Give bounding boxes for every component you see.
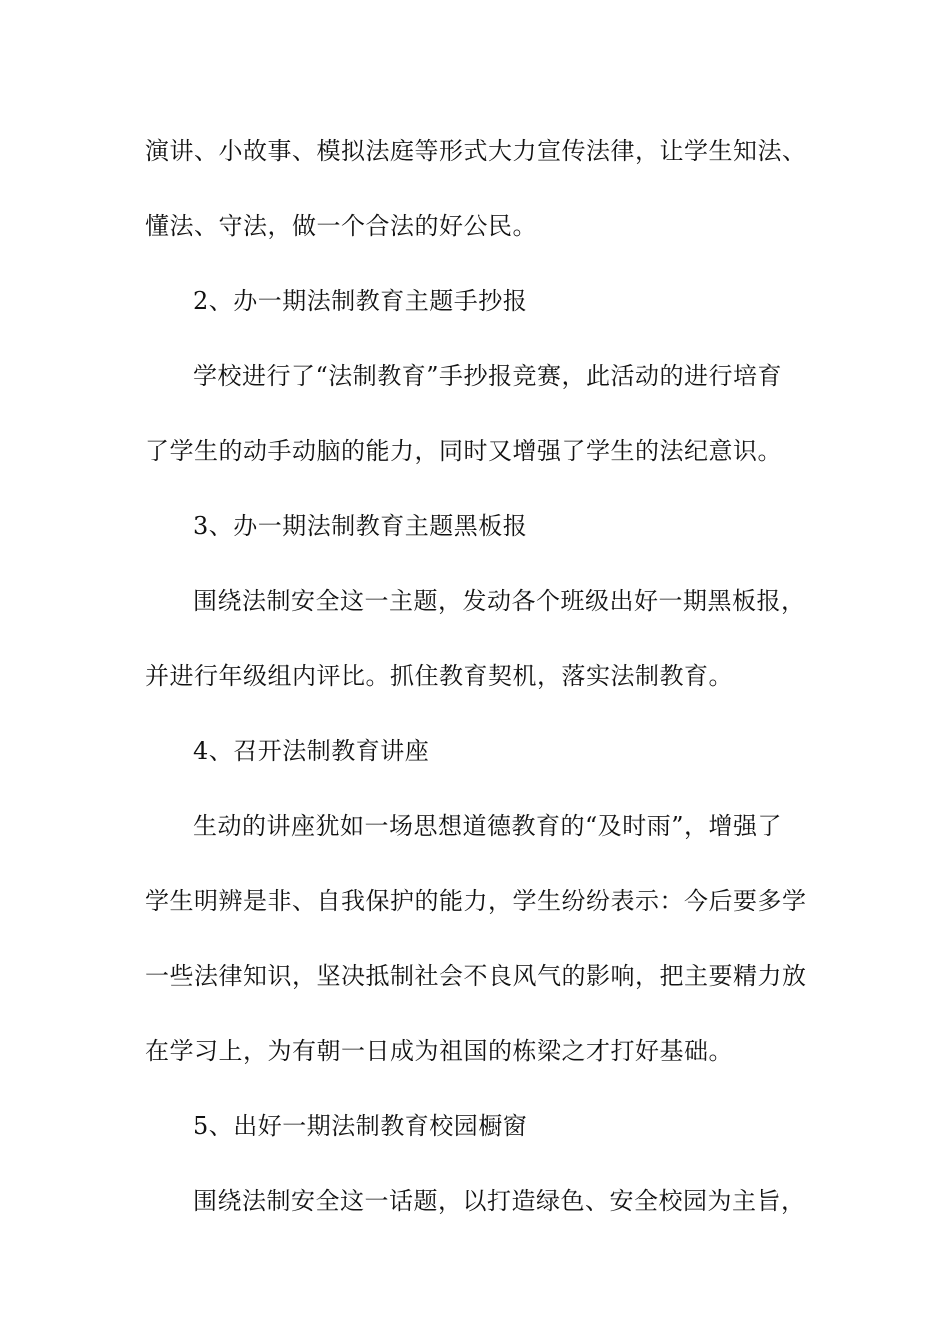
paragraph-line: 学校进行了“法制教育”手抄报竞赛，此活动的进行培育 <box>193 362 783 390</box>
paragraph-line: 了学生的动手动脑的能力，同时又增强了学生的法纪意识。 <box>145 437 782 465</box>
section-heading: 2、办一期法制教育主题手抄报 <box>193 287 528 315</box>
section-heading: 4、召开法制教育讲座 <box>193 737 430 765</box>
paragraph-line: 懂法、守法，做一个合法的好公民。 <box>145 212 537 240</box>
paragraph-line: 学生明辨是非、自我保护的能力，学生纷纷表示：今后要多学 <box>145 887 807 915</box>
paragraph-line: 在学习上，为有朝一日成为祖国的栋梁之才打好基础。 <box>145 1037 733 1065</box>
section-heading: 5、出好一期法制教育校园橱窗 <box>193 1112 528 1140</box>
paragraph-line: 一些法律知识，坚决抵制社会不良风气的影响，把主要精力放 <box>145 962 807 990</box>
paragraph-line: 演讲、小故事、模拟法庭等形式大力宣传法律，让学生知法、 <box>145 137 807 165</box>
paragraph-line: 围绕法制安全这一话题，以打造绿色、安全校园为主旨， <box>193 1187 806 1215</box>
paragraph-line: 生动的讲座犹如一场思想道德教育的“及时雨”，增强了 <box>193 812 783 840</box>
paragraph-line: 围绕法制安全这一主题，发动各个班级出好一期黑板报， <box>193 587 806 615</box>
section-heading: 3、办一期法制教育主题黑板报 <box>193 512 528 540</box>
paragraph-line: 并进行年级组内评比。抓住教育契机，落实法制教育。 <box>145 662 733 690</box>
